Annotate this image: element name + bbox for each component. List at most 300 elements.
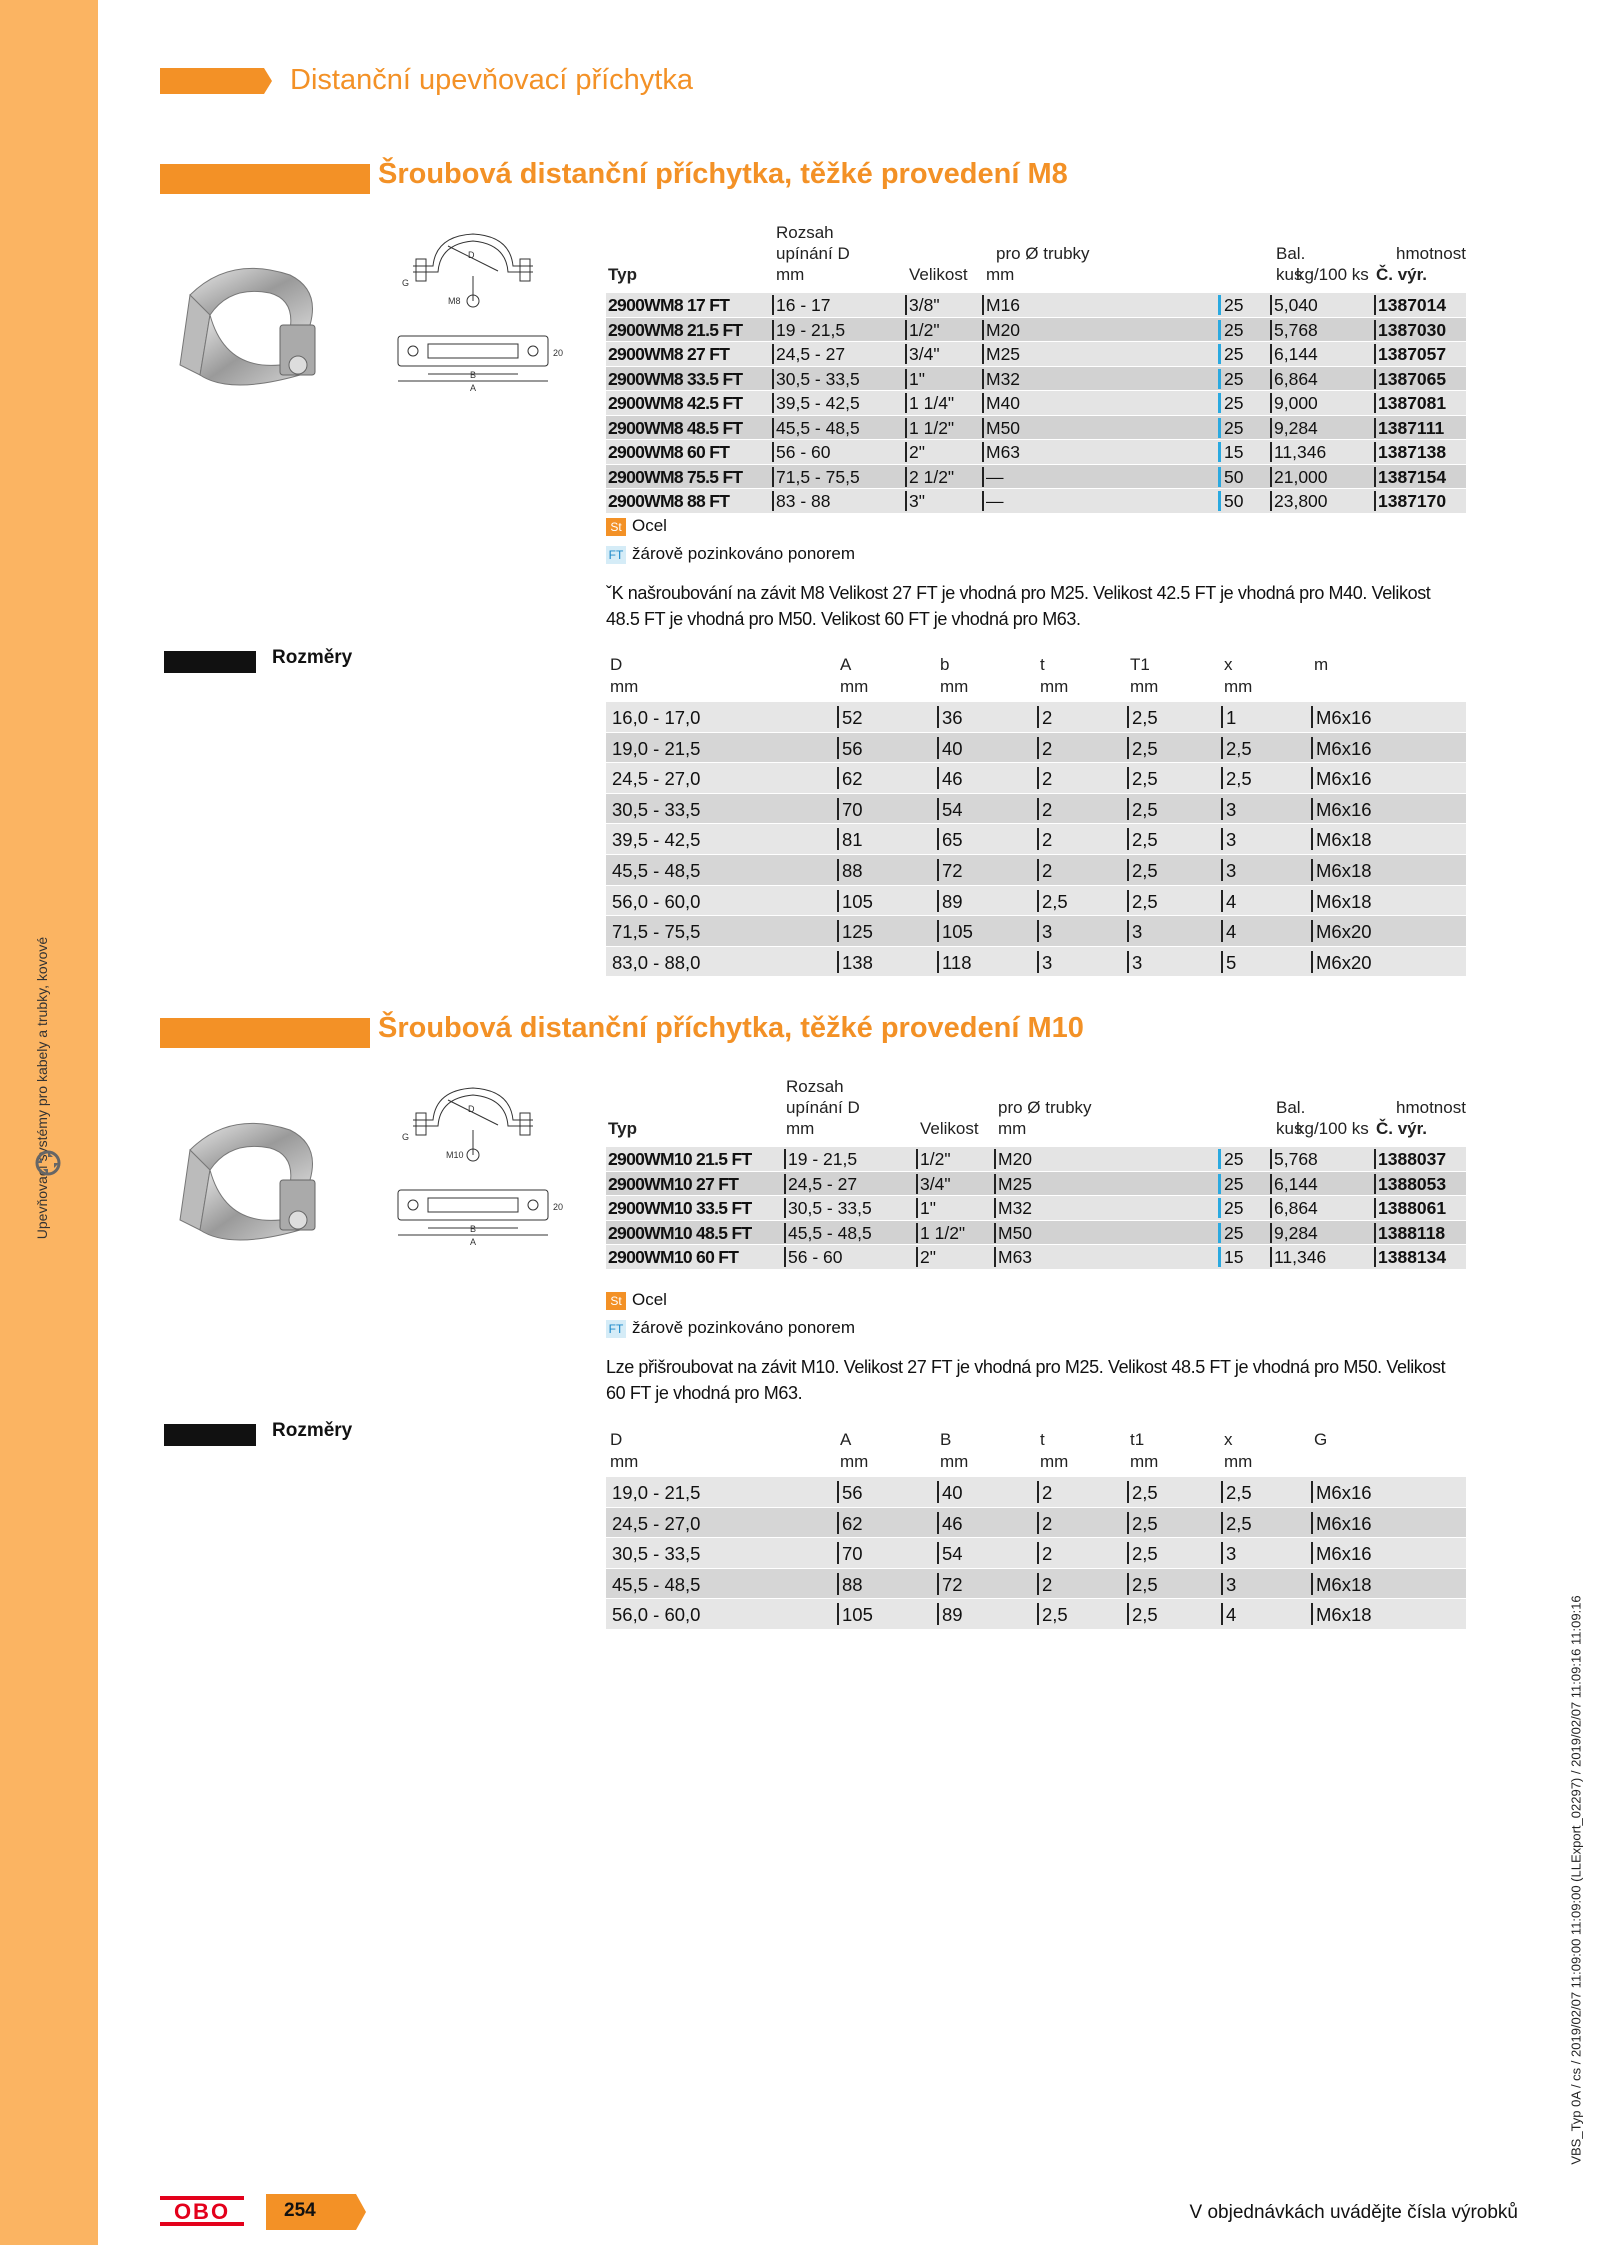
clamp-range: 45,5 - 48,5 — [776, 417, 860, 438]
column-divider — [1127, 1512, 1129, 1534]
typ-label: Typ — [608, 1119, 637, 1138]
weight-value: 11,346 — [1274, 1247, 1327, 1267]
dims-row — [606, 794, 1466, 825]
clamp-range: 39,5 - 42,5 — [776, 393, 860, 413]
product-type: 2900WM8 33.5 FT — [608, 368, 743, 389]
dims-cell: M6x18 — [1316, 1573, 1372, 1595]
dims-row — [606, 855, 1466, 886]
column-divider — [916, 1223, 918, 1243]
svg-text:20: 20 — [553, 348, 564, 358]
column-divider — [937, 737, 939, 759]
pipe-value: M20 — [998, 1149, 1033, 1169]
dims-cell: 83,0 - 88,0 — [612, 951, 701, 973]
dims-cell: 2 — [1042, 1512, 1053, 1534]
dims-cell: 62 — [842, 768, 863, 790]
column-divider — [905, 442, 907, 462]
pack-value: 25 — [1224, 417, 1244, 438]
dims-cell: M6x20 — [1316, 921, 1372, 943]
weight-value: 5,040 — [1274, 295, 1318, 315]
recycle-icon — [33, 1148, 63, 1178]
pack-value: 15 — [1224, 442, 1244, 462]
product-row — [606, 465, 1466, 490]
page-title: Distanční upevňovací příchytka — [290, 64, 693, 96]
product-type: 2900WM10 33.5 FT — [608, 1198, 752, 1218]
column-divider — [1127, 737, 1129, 759]
dims-cell: 89 — [942, 890, 963, 912]
column-divider — [1311, 767, 1313, 789]
column-divider — [837, 1542, 839, 1564]
range-label-1: Rozsah — [776, 223, 834, 242]
column-divider — [1037, 828, 1039, 850]
dims-cell: 2,5 — [1132, 798, 1158, 820]
column-divider — [1270, 1223, 1272, 1243]
column-divider — [1127, 798, 1129, 820]
dims-column-unit: mm — [610, 677, 639, 696]
pipe-value: M25 — [986, 344, 1021, 364]
product-type: 2900WM8 17 FT — [608, 295, 730, 315]
column-divider — [837, 737, 839, 759]
header-tab — [160, 68, 272, 94]
column-divider — [937, 890, 939, 912]
dims-column-unit: mm — [1040, 677, 1069, 696]
dims-cell: 3 — [1226, 1543, 1237, 1565]
article-number: 1388037 — [1378, 1149, 1447, 1169]
pack-value: 50 — [1224, 491, 1244, 511]
pack-value: 25 — [1224, 1173, 1244, 1194]
dims-cell: M6x18 — [1316, 829, 1372, 851]
pipe-label-1: pro Ø trubky — [998, 1098, 1092, 1117]
product-type: 2900WM8 48.5 FT — [608, 417, 743, 438]
material-legend-m10 — [606, 1290, 855, 1346]
column-divider — [1311, 1603, 1313, 1625]
column-divider — [837, 1603, 839, 1625]
sidebar-category-text: Upevňovací systémy pro kabely a trubky, kovové — [34, 936, 50, 1240]
section-bar — [160, 164, 370, 194]
dims-row — [606, 947, 1466, 978]
column-divider — [905, 344, 907, 364]
column-divider — [1218, 1174, 1221, 1194]
column-divider — [1270, 1198, 1272, 1218]
product-row — [606, 391, 1466, 416]
dims-column-unit: mm — [940, 677, 969, 696]
weight-value: 21,000 — [1274, 466, 1328, 487]
clamp-range: 24,5 - 27 — [788, 1173, 858, 1194]
clamp-range: 16 - 17 — [776, 295, 831, 315]
dims-cell: 2,5 — [1042, 1604, 1068, 1626]
column-divider — [784, 1247, 786, 1267]
product-type: 2900WM10 21.5 FT — [608, 1149, 752, 1169]
column-divider — [1218, 1223, 1221, 1243]
pipe-label-2: mm — [986, 265, 1015, 284]
pipe-value: M20 — [986, 319, 1021, 340]
dims-cell: 2,5 — [1226, 1512, 1252, 1534]
dims-cell: 39,5 - 42,5 — [612, 829, 701, 851]
dims-cell: 88 — [842, 859, 863, 881]
dims-column-name: t — [1040, 655, 1045, 674]
column-divider — [1037, 1573, 1039, 1595]
size-value: 3/8" — [909, 295, 940, 315]
column-divider — [1037, 1481, 1039, 1503]
column-divider — [1127, 1573, 1129, 1595]
column-divider — [1221, 798, 1223, 820]
dims-column-unit: mm — [1130, 1452, 1159, 1471]
product-row — [606, 1172, 1466, 1197]
size-value: 1 1/2" — [920, 1222, 966, 1243]
column-divider — [1311, 1481, 1313, 1503]
dims-row — [606, 702, 1466, 733]
dims-cell: 2 — [1042, 737, 1053, 759]
column-divider — [1127, 859, 1129, 881]
dims-cell: 24,5 - 27,0 — [612, 768, 701, 790]
column-divider — [1374, 1198, 1376, 1218]
range-label-2: upínání D — [786, 1098, 860, 1117]
size-value: 1 1/2" — [909, 417, 955, 438]
column-divider — [1037, 737, 1039, 759]
product-row — [606, 1147, 1466, 1172]
clamp-range: 83 - 88 — [776, 491, 831, 511]
column-divider — [1270, 369, 1272, 389]
column-divider — [905, 491, 907, 511]
column-divider — [916, 1174, 918, 1194]
product-type: 2900WM10 27 FT — [608, 1173, 739, 1194]
size-value: 2 1/2" — [909, 466, 955, 487]
dims-column-name: x — [1224, 655, 1233, 674]
pipe-label-1: pro Ø trubky — [996, 244, 1090, 263]
pack-label-2: kus — [1276, 1119, 1303, 1138]
column-divider — [1218, 369, 1221, 389]
dims-cell: 2 — [1042, 1543, 1053, 1565]
column-divider — [784, 1149, 786, 1169]
column-divider — [1221, 920, 1223, 942]
dims-cell: 2,5 — [1042, 890, 1068, 912]
column-divider — [1037, 890, 1039, 912]
column-divider — [837, 706, 839, 728]
dims-cell: M6x18 — [1316, 859, 1372, 881]
size-label: Velikost — [909, 265, 968, 284]
product-type: 2900WM8 27 FT — [608, 344, 730, 364]
dims-cell: 62 — [842, 1512, 863, 1534]
weight-value: 5,768 — [1274, 1149, 1318, 1169]
column-divider — [837, 767, 839, 789]
article-number: 1387170 — [1378, 491, 1447, 511]
column-divider — [1218, 393, 1221, 413]
product-type: 2900WM8 88 FT — [608, 491, 730, 511]
page-number-tab — [266, 2194, 366, 2230]
column-divider — [1374, 1247, 1376, 1267]
dims-cell: 2,5 — [1226, 737, 1252, 759]
dims-cell: 3 — [1132, 951, 1143, 973]
column-divider — [1311, 828, 1313, 850]
article-number: 1388118 — [1378, 1222, 1446, 1243]
art-label: Č. výr. — [1376, 265, 1428, 284]
dims-cell: 3 — [1226, 829, 1237, 851]
column-divider — [937, 706, 939, 728]
dims-cell: 3 — [1226, 1573, 1237, 1595]
weight-value: 6,864 — [1274, 368, 1318, 389]
dims-cell: 72 — [942, 859, 963, 881]
dims-cell: 125 — [842, 921, 873, 943]
dims-label-m8: Rozměry — [272, 647, 353, 668]
column-divider — [837, 828, 839, 850]
dims-column-name: x — [1224, 1430, 1233, 1449]
pipe-value: M32 — [986, 368, 1021, 389]
weight-value: 6,864 — [1274, 1198, 1318, 1218]
dims-cell: 4 — [1226, 921, 1237, 943]
column-divider — [937, 1512, 939, 1534]
legend-text: Ocel — [632, 516, 667, 535]
range-label-3: mm — [786, 1119, 815, 1138]
dims-bar — [164, 651, 256, 673]
dims-cell: 3 — [1132, 921, 1143, 943]
dims-cell: 89 — [942, 1604, 963, 1626]
dims-cell: 2 — [1042, 1573, 1053, 1595]
dims-cell: 4 — [1226, 1604, 1237, 1626]
column-divider — [1374, 393, 1376, 413]
dims-cell: M6x16 — [1316, 798, 1372, 820]
column-divider — [1374, 320, 1376, 340]
column-divider — [1218, 491, 1221, 511]
legend-row — [606, 516, 855, 544]
column-divider — [1218, 320, 1221, 340]
column-divider — [1221, 1603, 1223, 1625]
weight-value: 9,284 — [1274, 417, 1318, 438]
column-divider — [937, 1542, 939, 1564]
column-divider — [1127, 1481, 1129, 1503]
clamp-range: 24,5 - 27 — [776, 344, 846, 364]
dims-cell: 1 — [1226, 707, 1237, 728]
column-divider — [905, 467, 907, 487]
column-divider — [937, 859, 939, 881]
dims-cell: 71,5 - 75,5 — [612, 921, 701, 943]
dims-cell: 36 — [942, 707, 963, 728]
dims-cell: 52 — [842, 707, 863, 728]
column-divider — [1127, 1542, 1129, 1564]
dims-cell: 70 — [842, 1543, 863, 1565]
product-row — [606, 318, 1466, 343]
dims-cell: 2 — [1042, 768, 1053, 790]
column-divider — [982, 418, 984, 438]
pack-value: 25 — [1224, 344, 1244, 364]
column-divider — [1221, 767, 1223, 789]
article-number: 1387057 — [1378, 344, 1447, 364]
column-divider — [937, 1573, 939, 1595]
column-divider — [1127, 890, 1129, 912]
material-badge: FT — [606, 1320, 626, 1338]
dims-cell: 88 — [842, 1573, 863, 1595]
product-type: 2900WM10 48.5 FT — [608, 1222, 752, 1243]
column-divider — [982, 369, 984, 389]
column-divider — [1221, 1481, 1223, 1503]
dims-column-name: t1 — [1130, 1430, 1145, 1449]
dims-cell: 3 — [1226, 859, 1237, 881]
dims-cell: 2,5 — [1226, 1482, 1252, 1503]
weight-value: 23,800 — [1274, 491, 1328, 511]
dims-cell: 2,5 — [1132, 890, 1158, 912]
pipe-value: M25 — [998, 1173, 1033, 1194]
legend-row — [606, 1290, 855, 1318]
svg-text:A: A — [470, 383, 477, 393]
article-number: 1387111 — [1378, 417, 1445, 438]
svg-text:OBO: OBO — [173, 2199, 231, 2224]
dims-cell: M6x16 — [1316, 1482, 1372, 1503]
column-divider — [772, 491, 774, 511]
column-divider — [1374, 1223, 1376, 1243]
column-divider — [937, 1603, 939, 1625]
dims-row — [606, 1477, 1466, 1508]
column-divider — [1127, 920, 1129, 942]
clamp-range: 71,5 - 75,5 — [776, 466, 860, 487]
dims-cell: 54 — [942, 798, 963, 820]
dims-cell: 2,5 — [1132, 859, 1158, 881]
article-number: 1388053 — [1378, 1173, 1447, 1194]
product-row — [606, 293, 1466, 318]
column-divider — [837, 890, 839, 912]
column-divider — [772, 393, 774, 413]
column-divider — [937, 767, 939, 789]
dims-row — [606, 763, 1466, 794]
article-number: 1388061 — [1378, 1198, 1447, 1218]
weight-value: 9,000 — [1274, 393, 1318, 413]
section-bar — [160, 1018, 370, 1048]
dims-cell: 54 — [942, 1543, 963, 1565]
dims-row — [606, 1569, 1466, 1600]
column-divider — [784, 1174, 786, 1194]
art-label: Č. výr. — [1376, 1119, 1428, 1138]
pack-label-1: Bal. — [1276, 244, 1306, 263]
article-number: 1387154 — [1378, 466, 1447, 487]
weight-label-1: hmotnost — [1396, 244, 1466, 263]
pipe-value: M40 — [986, 393, 1021, 413]
dims-cell: 56 — [842, 1482, 863, 1503]
pack-value: 25 — [1224, 319, 1244, 340]
material-badge: St — [606, 518, 626, 536]
column-divider — [1037, 1512, 1039, 1534]
column-divider — [1311, 890, 1313, 912]
column-divider — [772, 369, 774, 389]
section-title-m8: Šroubová distanční příchytka, těžké provedení M8 — [378, 158, 1068, 190]
weight-value: 5,768 — [1274, 319, 1318, 340]
clip-drawing-m8 — [388, 226, 564, 396]
svg-text:B: B — [470, 1224, 477, 1234]
column-divider — [937, 951, 939, 973]
dims-table-m10 — [606, 1477, 1466, 1630]
dims-column-name: t — [1040, 1430, 1045, 1449]
dims-cell: 30,5 - 33,5 — [612, 1543, 701, 1565]
dims-row — [606, 733, 1466, 764]
column-divider — [1221, 828, 1223, 850]
column-divider — [982, 295, 984, 315]
dims-column-name: T1 — [1130, 655, 1150, 674]
legend-row — [606, 1318, 855, 1346]
dims-cell: 19,0 - 21,5 — [612, 1482, 701, 1503]
dims-cell: 40 — [942, 737, 963, 759]
material-badge: St — [606, 1292, 626, 1310]
clip-photo-m10 — [170, 1110, 350, 1250]
article-number: 1387065 — [1378, 368, 1447, 389]
column-divider — [1270, 1174, 1272, 1194]
size-value: 1/2" — [909, 319, 940, 340]
dims-row — [606, 824, 1466, 855]
dims-cell: 138 — [842, 951, 873, 973]
dims-row — [606, 1508, 1466, 1539]
size-value: 3/4" — [920, 1173, 951, 1194]
column-divider — [1127, 767, 1129, 789]
product-table-m10 — [606, 1147, 1466, 1270]
column-divider — [994, 1223, 996, 1243]
column-divider — [772, 320, 774, 340]
dims-cell: 5 — [1226, 951, 1237, 973]
column-divider — [1374, 295, 1376, 315]
range-label-2: upínání D — [776, 244, 850, 263]
dims-column-unit: mm — [1130, 677, 1159, 696]
product-table-m8 — [606, 293, 1466, 514]
article-number: 1387030 — [1378, 319, 1447, 340]
column-divider — [784, 1223, 786, 1243]
dims-cell: 72 — [942, 1573, 963, 1595]
column-divider — [994, 1198, 996, 1218]
column-divider — [937, 828, 939, 850]
dims-cell: 30,5 - 33,5 — [612, 798, 701, 820]
column-divider — [837, 859, 839, 881]
column-divider — [1311, 737, 1313, 759]
column-divider — [937, 798, 939, 820]
column-divider — [905, 320, 907, 340]
product-type: 2900WM8 21.5 FT — [608, 319, 743, 340]
dims-cell: 3 — [1042, 951, 1053, 973]
dims-cell: 45,5 - 48,5 — [612, 1573, 701, 1595]
column-divider — [1311, 706, 1313, 728]
dims-cell: 81 — [842, 829, 863, 851]
column-divider — [937, 920, 939, 942]
pipe-value: M50 — [986, 417, 1021, 438]
svg-text:D: D — [468, 250, 475, 260]
column-divider — [1221, 1573, 1223, 1595]
column-divider — [1270, 418, 1272, 438]
footer-note: V objednávkách uvádějte čísla výrobků — [1189, 2202, 1518, 2223]
column-divider — [937, 1481, 939, 1503]
pipe-value: — — [986, 491, 1004, 511]
section-title-m10: Šroubová distanční příchytka, těžké provedení M10 — [378, 1012, 1084, 1044]
column-divider — [837, 798, 839, 820]
dims-cell: 2,5 — [1132, 1573, 1158, 1595]
column-divider — [982, 491, 984, 511]
pack-value: 25 — [1224, 368, 1244, 389]
pipe-value: — — [986, 466, 1004, 487]
column-divider — [982, 442, 984, 462]
column-divider — [784, 1198, 786, 1218]
material-badge: FT — [606, 546, 626, 564]
svg-text:M8: M8 — [448, 296, 461, 306]
dims-cell: 105 — [842, 890, 873, 912]
dims-cell: 65 — [942, 829, 963, 851]
dims-row — [606, 1599, 1466, 1630]
column-divider — [1037, 767, 1039, 789]
column-divider — [1270, 467, 1272, 487]
product-row — [606, 367, 1466, 392]
column-divider — [994, 1149, 996, 1169]
dims-cell: 16,0 - 17,0 — [612, 707, 701, 728]
column-divider — [916, 1198, 918, 1218]
clamp-range: 45,5 - 48,5 — [788, 1222, 872, 1243]
column-divider — [1374, 1149, 1376, 1169]
obo-logo — [160, 2196, 244, 2226]
column-divider — [905, 369, 907, 389]
svg-text:G: G — [402, 278, 410, 288]
dims-cell: M6x20 — [1316, 951, 1372, 973]
dims-column-name: A — [840, 1430, 852, 1449]
dims-cell: 2 — [1042, 798, 1053, 820]
product-row — [606, 1221, 1466, 1246]
